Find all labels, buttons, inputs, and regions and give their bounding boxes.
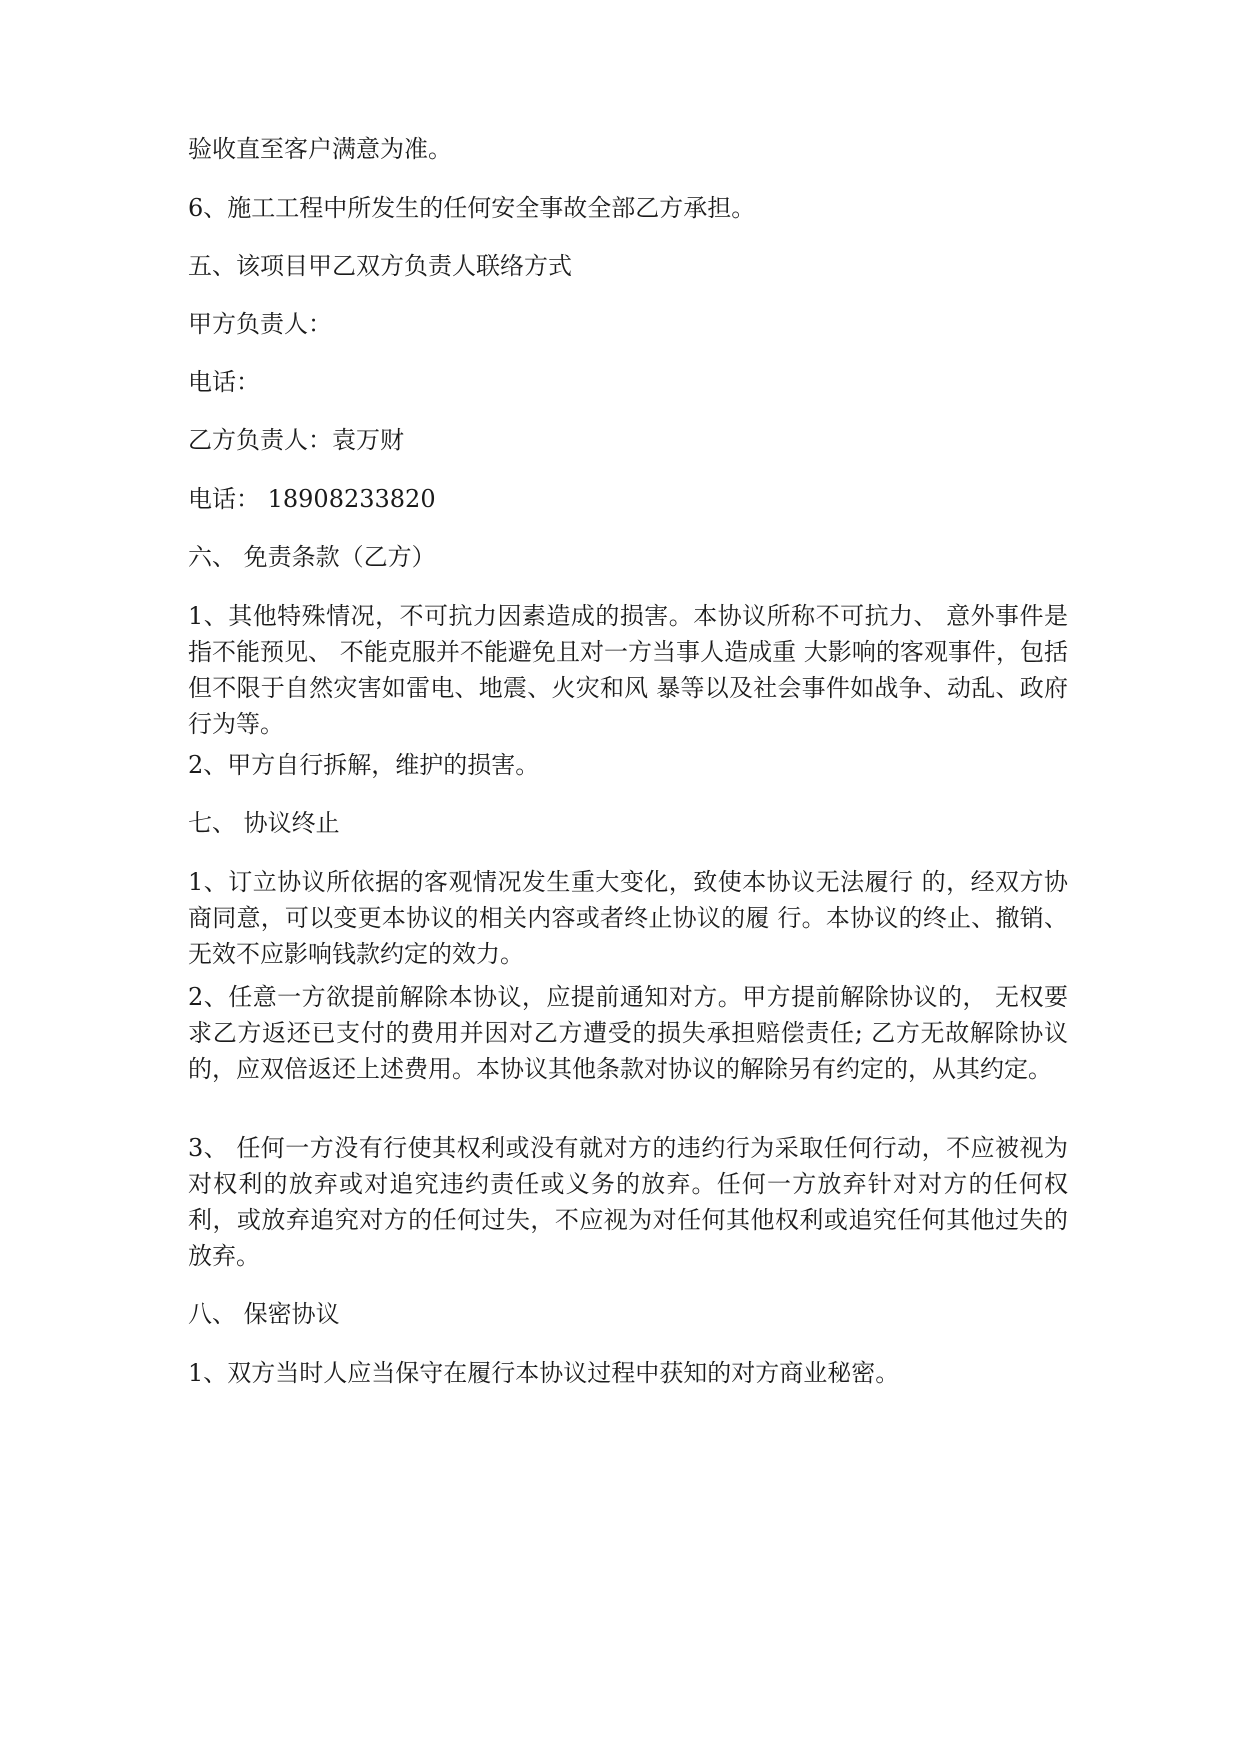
text-line: 电话： [188, 368, 260, 396]
text-line: 2、甲方自行拆解，维护的损害。 [188, 751, 540, 779]
paragraph: 2、任意一方欲提前解除本协议，应提前通知对方。甲方提前解除协议的， 无权要求乙方返还已支付的费用并因对乙方遭受的损失承担赔偿责任; 乙方无故解除协议的，应双倍返还上述费用。本协议其他条款对协议的解除另有约定的，从其约定。 [188, 983, 1068, 1083]
section-heading: 八、 保密协议 [188, 1300, 340, 1328]
section-heading: 五、该项目甲乙双方负责人联络方式 [188, 252, 572, 280]
paragraph: 1、订立协议所依据的客观情况发生重大变化，致使本协议无法履行 的，经双方协商同意，可以变更本协议的相关内容或者终止协议的履 行。本协议的终止、撤销、无效不应影响钱款约定的效力。 [188, 868, 1068, 968]
text-line: 6、施工工程中所发生的任何安全事故全部乙方承担。 [188, 194, 756, 222]
text-line: 甲方负责人： [188, 310, 332, 338]
text-line: 电话： 18908233820 [188, 485, 436, 513]
text-line: 乙方负责人：袁万财 [188, 426, 404, 454]
section-heading: 六、 免责条款（乙方） [188, 543, 436, 571]
text-line: 1、双方当时人应当保守在履行本协议过程中获知的对方商业秘密。 [188, 1359, 900, 1387]
section-heading: 七、 协议终止 [188, 809, 340, 837]
paragraph: 3、 任何一方没有行使其权利或没有就对方的违约行为采取任何行动，不应被视为对权利的放弃或对追究违约责任或义务的放弃。任何一方放弃针对对方的任何权利，或放弃追究对方的任何过失，不应视为对任何其他权利或追究任何其他过失的放弃。 [188, 1134, 1068, 1270]
text-line: 验收直至客户满意为准。 [188, 135, 452, 163]
paragraph: 1、其他特殊情况，不可抗力因素造成的损害。本协议所称不可抗力、 意外事件是指不能预见、 不能克服并不能避免且对一方当事人造成重 大影响的客观事件，包括但不限于自然灾害如雷电、地震、火灾和风 暴等以及社会事件如战争、动乱、政府行为等。 [188, 602, 1068, 738]
